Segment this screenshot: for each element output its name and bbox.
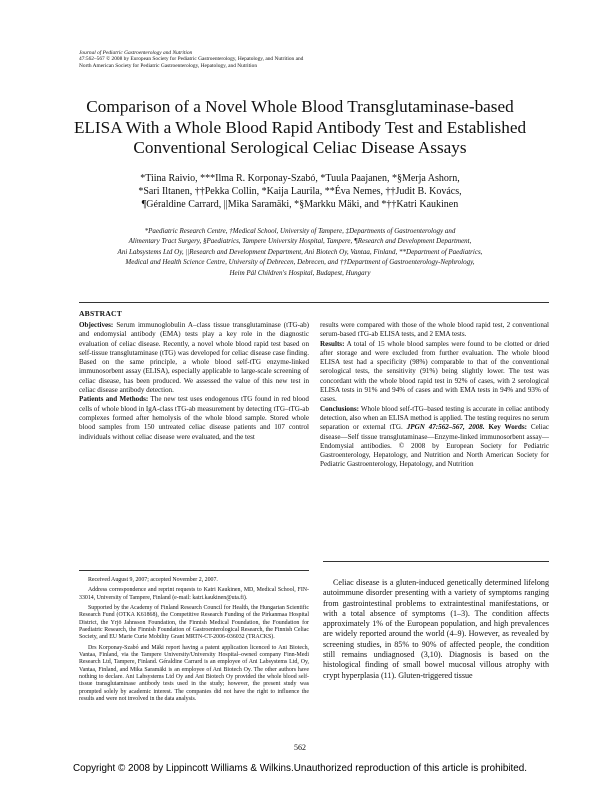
address-note: Address correspondence and reprint requests to Katri Kaukinen, MD, Medical School, FIN-33014, University of Tampere, Finland (e-mail: katri.kaukinen@uta.fi). <box>79 587 309 601</box>
abstract-results <box>320 340 549 405</box>
received-note: Received August 9, 2007; accepted November 2, 2007. <box>88 577 218 583</box>
footnotes <box>79 577 309 707</box>
footnote-rule <box>79 570 309 571</box>
patients-text: The new test uses endogenous tTG found in red blood cells of whole blood in IgA-class tTG-ab measurement by detecting tTG–tTG-ab complexes formed after hemolysis of the whole blood sample. Stored whole blood samples from 150 untreated celiac disease patients and 107 control individuals without celiac disease were evaluated, and the test <box>79 395 309 441</box>
body-introduction: Celiac disease is a gluten-induced genetically determined lifelong autoimmune disorder presenting with a variety of symptoms ranging from gastrointestinal problems to extraintestinal manifestations, or with a total absence of symptoms (1–3). The condition affects approximately 1% of the European population, and high prevalences are widely reported around the world (4–9). However, as revealed by screening studies, in 85% to 90% of affected people, the condition still remains undiagnosed (3,10). Diagnosis is based on the histological finding of small bowel mucosal villous atrophy with crypt hyperplasia (11). Gluten-triggered tissue <box>323 578 549 680</box>
author-line: ¶Géraldine Carrard, ||Mika Saramäki, *§Markku Mäki, and *††Katri Kaukinen <box>141 199 459 211</box>
title-line: ELISA With a Whole Blood Rapid Antibody Test and Established <box>73 117 527 137</box>
journal-name: Journal of Pediatric Gastroenterology and Nutrition <box>79 50 193 56</box>
journal-citation: 47:562–567 © 2008 by European Society for Pediatric Gastroenterology, Hepatology, and Nutrition and <box>79 56 304 63</box>
abstract-right-column <box>320 321 549 470</box>
page-number: 562 <box>294 743 306 752</box>
abstract-top-rule <box>79 302 549 303</box>
abstract-conclusions <box>320 405 549 470</box>
affiliations <box>70 226 530 278</box>
patients-continued: results were compared with those of the whole blood rapid test, 2 conventional serum-based tTG-ab ELISA tests, and 2 EMA tests. <box>320 321 549 339</box>
journal-header <box>79 50 459 69</box>
objectives-text: Serum immunoglobulin A–class tissue transglutaminase (tTG-ab) and endomysial antibody (EMA) tests play a key role in the diagnostic evaluation of celiac disease. Recently, a novel whole blood rapid test based on self-tissue transglutaminase (tTG) was developed for celiac disease case finding. Based on the same principle, a whole blood self-tTG enzyme-linked immunosorbent assay (ELISA), especially applicable to large-scale screening of celiac disease, has been produced. We assessed the value of this new test in celiac disease antibody detection. <box>79 321 310 395</box>
abstract-heading: ABSTRACT <box>79 309 122 318</box>
disclosure-note: Drs Korponay-Szabó and Mäki report having a patent application licenced to Ani Biotech, Vantaa, Finland, via the Tampere University/University Hospital–owned company Finn-Medi Research Ltd, Tampere, Finland. Géraldine Carrard is an employee of Ani Labsystems Ltd, Oy, Vantaa, Finland, and Mika Saramäki is an employee of Ani Biotech Oy. The other authors have nothing to declare. Ani Labsystems Ltd Oy and Ani Biotech Oy provided the whole blood self-tissue transglutaminase antibody tests used in the study; however, the present study was prompted solely by academic interest. The companies did not have the right to influence the results and were not involved in the data analysis. <box>79 644 309 703</box>
affiliation-line: Ani Labsystems Ltd Oy, ||Research and Development Department, Ani Biotech Oy, Vantaa, Finland, **Department of Paediatrics, <box>117 247 483 256</box>
patients-label: Patients and Methods: <box>79 395 149 404</box>
abstract-objectives <box>79 321 309 395</box>
affiliation-line: Medical and Health Science Centre, University of Debrecen, Debrecen, and ††Department of Gastroenterology-Nephrology, <box>125 258 475 267</box>
author-line: *Sari Iltanen, ††Pekka Collin, *Kaija Laurila, **Éva Nemes, ††Judit B. Kovács, <box>138 186 462 198</box>
abstract-left-column <box>79 321 309 442</box>
conclusions-label: Conclusions: <box>320 404 360 413</box>
affiliation-line: *Paediatric Research Centre, †Medical School, University of Tampere, ‡Departments of Gastroenterology and <box>144 227 456 235</box>
jpgn-reference: JPGN 47:562–567, 2008. <box>406 423 485 432</box>
conclusions-text: Whole blood self-tTG–based testing is accurate in celiac antibody detection, also when an ELISA method is applied. The testing requires no serum separation or external tTG. <box>320 404 549 432</box>
copyright-banner: Copyright © 2008 by Lippincott Williams & Wilkins.Unauthorized reproduction of this article is prohibited. <box>72 763 528 774</box>
results-text: A total of 15 whole blood samples were found to be clotted or dried after storage and were excluded from further evaluation. The whole blood ELISA test had a specificity (98%) comparable to that of the conventional serological tests, the sensitivity (91%) being slightly lower. The test was concordant with the whole blood rapid test in 92% of cases, with 2 serological ELISA tests in 91% and 94% of cases and with EMA tests in 94% and 93% of cases. <box>320 339 549 404</box>
author-list <box>40 172 560 212</box>
abstract-patients-methods <box>79 395 309 441</box>
support-note: Supported by the Academy of Finland Research Council for Health, the Hungarian Scientific Research Fund (OTKA K61868), the Competitive Research Funding of the Pirkanmaa Hospital District, the Yrjö Jahnsson Foundation, the Finnish Medical Foundation, the Foundation for Paediatric Research, the Finnish Foundation of Gastroenterological Research, the Finnish Celiac Society, and EU Marie Curie Mobility Grant MRTN-CT-2006-036032 (TRACKS). <box>79 605 309 641</box>
objectives-label: Objectives: <box>79 321 114 329</box>
title-line: Comparison of a Novel Whole Blood Transglutaminase-based <box>86 97 514 116</box>
keywords-text: Celiac disease—Self tissue transglutaminase—Enzyme-linked immunosorbent assay—Endomysial antibodies. © 2008 by European Society for Pediatric Gastroenterology, Hepatology, and Nutrition and North American Society for Pediatric Gastroenterology, Hepatology, and Nutrition <box>320 423 550 469</box>
body-separator-rule <box>323 561 549 562</box>
results-label: Results: <box>320 339 345 348</box>
affiliation-line: Alimentary Tract Surgery, §Paediatrics, Tampere University Hospital, Tampere, ¶Research and Development Department, <box>128 237 472 246</box>
keywords-label: Key Words: <box>488 423 527 432</box>
affiliation-line: Heim Pál Children's Hospital, Budapest, Hungary <box>229 268 371 277</box>
author-line: *Tiina Raivio, ***Ilma R. Korponay-Szabó, *Tuula Paajanen, *§Merja Ashorn, <box>140 173 460 184</box>
journal-society: North American Society for Pediatric Gastroenterology, Hepatology, and Nutrition <box>79 62 258 69</box>
article-title <box>40 97 560 159</box>
title-line: Conventional Serological Celiac Disease Assays <box>133 138 467 157</box>
